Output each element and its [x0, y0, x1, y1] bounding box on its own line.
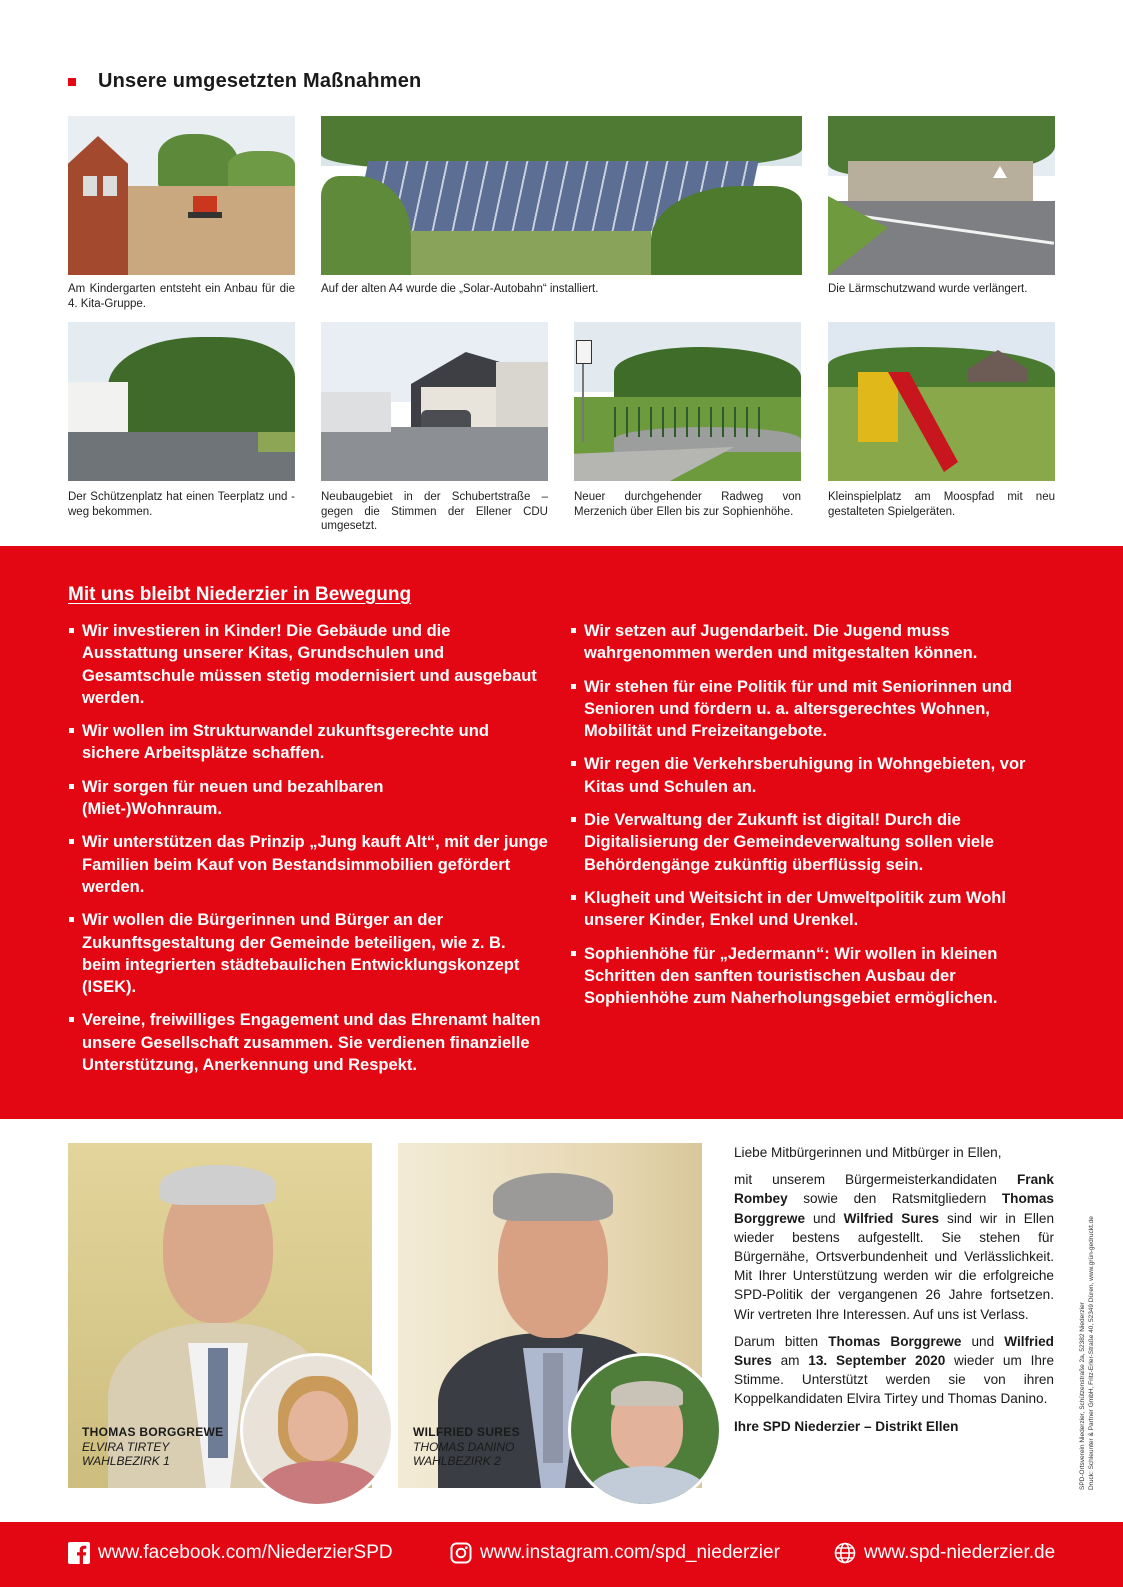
- program-item: Vereine, freiwilliges Engagement und das Ehrenamt halten unsere Gesellschaft zusammen. Sie verdienen finanzielle Unterstützung, Anerkennung und Respekt.: [68, 1009, 548, 1076]
- bullet-square: [68, 78, 76, 86]
- letter-paragraph-1: mit unserem Bürgermeisterkandidaten Frank Rombey sowie den Ratsmitgliedern Thomas Borggrewe und Wilfried Sures sind wir in Ellen wieder bestens aufgestellt. Sie stehen für Bürgernähe, Ortsverbundenheit und Verlässlichkeit. Mit Ihrer Unterstützung werden wir die erfolgreiche SPD-Politik der vergangenen 26 Jahre fortsetzen. Wir vertreten Ihre Interessen. Auf uns ist Verlass.: [734, 1172, 1055, 1322]
- photo-spielplatz: [828, 322, 1055, 481]
- program-title: Mit uns bleibt Niederzier in Bewegung: [68, 584, 412, 605]
- candidate-name: WILFRIED SURES: [413, 1425, 520, 1439]
- instagram-icon: [450, 1542, 472, 1564]
- candidate-label-1: [82, 1425, 223, 1469]
- letter-text: [734, 1143, 1054, 1444]
- caption-schuetzenplatz: Der Schützenplatz hat einen Teerplatz und -weg bekommen.: [68, 491, 295, 518]
- candidate-district: WAHLBEZIRK 2: [413, 1454, 501, 1468]
- program-item: Wir wollen im Strukturwandel zukunftsgerechte und sichere Arbeitsplätze schaffen.: [68, 720, 548, 765]
- program-item: Wir wollen die Bürgerinnen und Bürger an der Zukunftsgestaltung der Gemeinde beteiligen, wie z. B. beim integrierten städtebaulichen Entwicklungskonzept (ISEK).: [68, 909, 548, 998]
- facebook-link[interactable]: [68, 1542, 393, 1564]
- program-band: [0, 546, 1123, 1119]
- program-item: Wir stehen für eine Politik für und mit Seniorinnen und Senioren und fördern u. a. altersgerechtes Wohnen, Mobilität und Freizeitangebote.: [570, 676, 1055, 743]
- partner-photo-danino: [568, 1353, 722, 1507]
- program-item: Wir investieren in Kinder! Die Gebäude und die Ausstattung unserer Kitas, Grundschulen und Gesamtschule müssen stetig modernisiert und ausgebaut werden.: [68, 620, 548, 709]
- instagram-link[interactable]: [450, 1542, 780, 1564]
- imprint-line: Druck: Schleunter & Partner GmbH, Fritz-Erler-Straße 40, 52349 Düren, www.grün-gedruckt.de: [1088, 1216, 1095, 1490]
- candidate-district: WAHLBEZIRK 1: [82, 1454, 170, 1468]
- facebook-icon: [68, 1542, 90, 1564]
- candidate-name: THOMAS BORGGREWE: [82, 1425, 224, 1439]
- letter-paragraph-2: Darum bitten Thomas Borggrewe und Wilfried Sures am 13. September 2020 wieder um Ihre Stimme. Unterstützt werden sie von ihren Koppelkandidaten Elvira Tirtey und Thomas Danino.: [734, 1333, 1055, 1407]
- program-item: Wir regen die Verkehrsberuhigung in Wohngebieten, vor Kitas und Schulen an.: [570, 753, 1055, 798]
- instagram-url: www.instagram.com/spd_niederzier: [480, 1542, 780, 1563]
- caption-solar: Auf der alten A4 wurde die „Solar-Autobahn“ installiert.: [321, 283, 599, 295]
- letter-signature: Ihre SPD Niederzier – Distrikt Ellen: [734, 1418, 959, 1434]
- photo-solar-autobahn: [321, 116, 802, 275]
- partner-photo-tirtey: [240, 1353, 394, 1507]
- program-column-left: [68, 620, 548, 1087]
- caption-laermschutz: Die Lärmschutzwand wurde verlängert.: [828, 283, 1028, 295]
- photo-schuetzenplatz: [68, 322, 295, 481]
- program-item: Klugheit und Weitsicht in der Umweltpolitik zum Wohl unserer Kinder, Enkel und Urenkel.: [570, 887, 1055, 932]
- letter-greeting: Liebe Mitbürgerinnen und Mitbürger in Ellen,: [734, 1145, 1002, 1160]
- imprint: [1078, 1160, 1096, 1490]
- candidate-partner: ELVIRA TIRTEY: [82, 1439, 170, 1454]
- website-url: www.spd-niederzier.de: [864, 1542, 1056, 1563]
- program-item: Wir sorgen für neuen und bezahlbaren (Miet-)Wohnraum.: [68, 776, 548, 821]
- candidate-partner: THOMAS DANINO: [413, 1439, 515, 1454]
- imprint-line: SPD-Ortsverein Niederzier, Schützenstraße 2a, 52382 Niederzier: [1079, 1302, 1086, 1490]
- program-item: Wir unterstützen das Prinzip „Jung kauft Alt“, mit der junge Familien beim Kauf von Bestandsimmobilien gefördert werden.: [68, 831, 548, 898]
- photo-neubaugebiet: [321, 322, 548, 481]
- footer-bar: [0, 1522, 1123, 1587]
- section-heading: [68, 70, 421, 93]
- caption-radweg: Neuer durchgehender Radweg von Merzenich über Ellen bis zur Sophienhöhe.: [574, 491, 801, 518]
- website-link[interactable]: [834, 1542, 1055, 1564]
- program-column-right: [570, 620, 1055, 1020]
- photo-kindergarten: [68, 116, 295, 275]
- section-title: Unsere umgesetzten Maßnahmen: [98, 70, 422, 92]
- program-item: Die Verwaltung der Zukunft ist digital! Durch die Digitalisierung der Gemeindeverwaltung sollen viele Behördengänge zukünftig überflüssig sein.: [570, 809, 1055, 876]
- globe-icon: [834, 1542, 856, 1564]
- caption-spielplatz: Kleinspielplatz am Moospfad mit neu gestalteten Spielgeräten.: [828, 491, 1055, 518]
- candidate-label-2: [413, 1425, 520, 1469]
- facebook-url: www.facebook.com/NiederzierSPD: [98, 1542, 393, 1563]
- program-item: Sophienhöhe für „Jedermann“: Wir wollen in kleinen Schritten den sanften touristischen Ausbau der Sophienhöhe zum Naherholungsgebiet ermöglichen.: [570, 943, 1055, 1010]
- caption-kindergarten: Am Kindergarten entsteht ein Anbau für die 4. Kita-Gruppe.: [68, 283, 295, 310]
- program-item: Wir setzen auf Jugendarbeit. Die Jugend muss wahrgenommen werden und mitgestalten können.: [570, 620, 1055, 665]
- photo-radweg: [574, 322, 801, 481]
- caption-neubaugebiet: Neubaugebiet in der Schubertstraße – gegen die Stimmen der Ellener CDU umgesetzt.: [321, 491, 548, 532]
- photo-laermschutzwand: [828, 116, 1055, 275]
